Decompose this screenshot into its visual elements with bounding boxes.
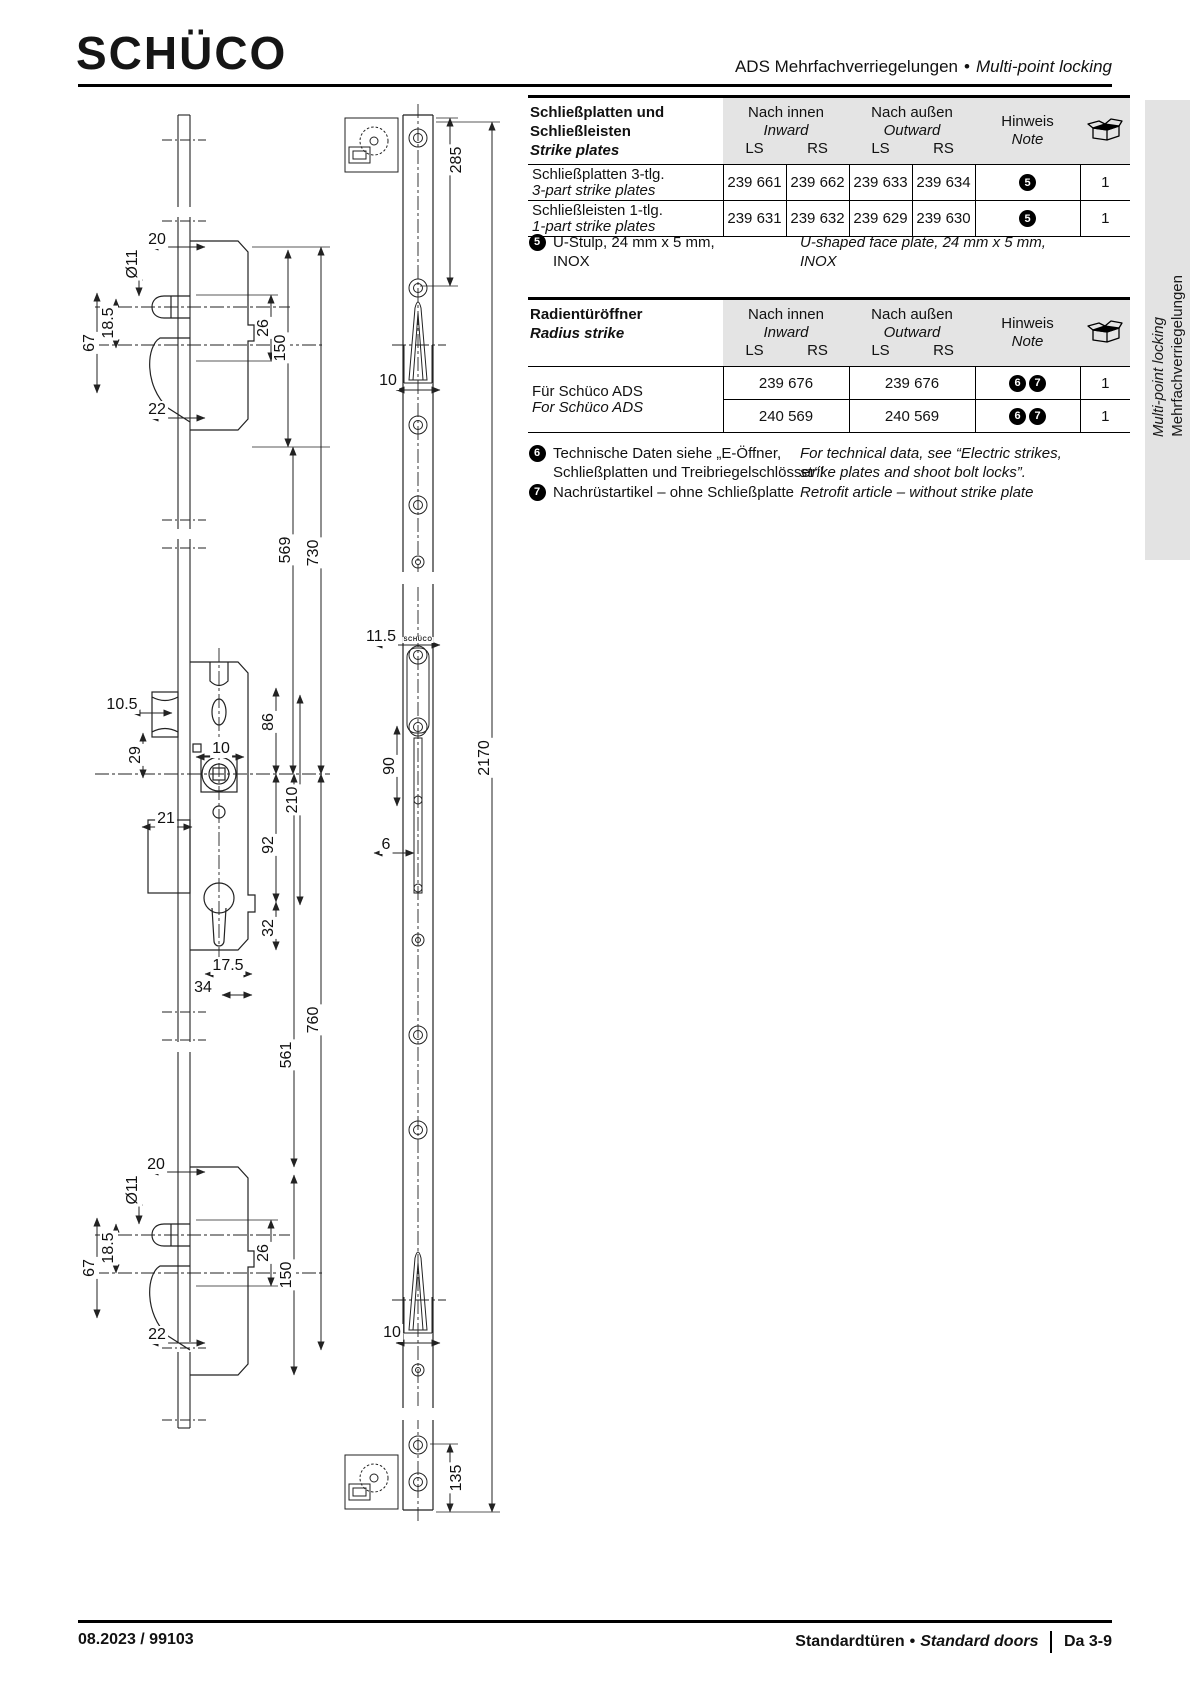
packaging-qty: 1 [1080,165,1130,201]
table1-title: Schließplatten und Schließleisten Strike plates [528,97,723,165]
lock-face-plate [178,115,190,1428]
col-group-inward: Nach innen Inward [723,299,849,343]
dimension-label: 22 [148,1326,166,1343]
dimension-label: 285 [448,146,465,174]
dimension-label: 22 [148,401,166,418]
subcol-ls: LS [723,342,786,367]
footer-section-en: Standard doors [920,1633,1039,1650]
note-badge: 6 [529,445,546,462]
page-title-en: Multi-point locking [975,57,1112,76]
table2-title: Radientüröffner Radius strike [528,299,723,367]
part-number: 240 569 [723,400,849,433]
col-group-outward: Nach außen Outward [849,299,975,343]
plate-screw-axes [162,140,206,1420]
part-number: 240 569 [849,400,975,433]
dimension-label: 67 [81,334,98,352]
dimension-label: 6 [381,836,391,853]
part-number: 239 676 [723,367,849,400]
dimension-label: 2170 [476,740,493,776]
part-number: 239 634 [912,165,975,201]
radius-strike-table [528,297,1130,433]
dimension-label: 32 [260,919,277,937]
dimension-label: 210 [284,786,301,814]
dimension-label: 26 [255,1244,272,1262]
gear-detail-box-bottom [345,1455,398,1509]
dimension-label: 150 [278,1261,295,1289]
dimension-label: 569 [277,536,294,564]
packaging-qty: 1 [1080,367,1130,400]
part-number: 239 633 [849,165,912,201]
subcol-ls: LS [849,140,912,165]
dimension-label: 760 [305,1006,322,1034]
footer-page-number: Da 3-9 [1063,1633,1112,1650]
col-note-header: Hinweis Note [975,299,1080,367]
note-badge: 5 [1019,210,1036,227]
extension-lines [196,118,500,1512]
note-badge: 5 [529,234,546,251]
subcol-ls: LS [849,342,912,367]
part-number: 239 629 [849,201,912,237]
note-badge: 7 [529,484,546,501]
plate-breaks [174,207,194,1352]
dimension-label: 29 [127,746,144,764]
gear-detail-box-top [345,118,398,172]
dimension-label: 20 [147,1156,165,1173]
dimension-label: 21 [157,810,175,827]
subcol-rs: RS [912,140,975,165]
dimension-label: 10.5 [106,696,138,713]
catalog-page: SCHÜCO ADS Mehrfachverriegelungen • Multi-point locking Multi-point locking Mehrfachverriegelungen 20 Ø11 18.5 67 26 150 22 569 730 10.5 29 10 21 86 210 92 32 17.5 34 760 561 20 Ø11 18.5 67 26 150 22 285 10 11.5 90 6 2170 10 135 SCHÜCO Schließplatten und Schließleisten Strike plates Nach innen Inward Nach außen Outward Hinweis Note LS RS LS RS Schließplatten 3-tlg. 3-part strike plates 239 661 239 662 239 633 239 634 5 1 Schließleisten 1-tlg. 1-part strike plates 239 631 239 632 239 629 239 630 5 1 5 U-Stulp, 24 mm x 5 mm, INOX U-shaped face plate, 24 mm x 5 mm, INOX Radientüröffner Radius strike Nach innen Inward Nach außen Outward Hinweis Note LS RS LS RS Für Schüco ADS For Schüco ADS 239 676 239 676 6 7 1 240 569 240 569 6 7 1 6 Technische Daten siehe „E-Öffner, Schließplatten und Treibriegelschlösser“! For technical data, see “Electric strikes, strike plates and shoot bolt locks”. 7 Nachrüstartikel – ohne Schließplatte Retrofit article – without strike plate 08.2023 / 99103 Standardtüren • Standard doors Da 3-9 [0,0,1190,1683]
dimension-label: 86 [260,713,277,731]
dimension-label: 26 [255,319,272,337]
row-label: Für Schüco ADS For Schüco ADS [528,367,723,433]
dimension-label: 11.5 [366,628,396,645]
part-number: 239 662 [786,165,849,201]
note-badge: 5 [1019,174,1036,191]
dimension-label: 34 [194,979,212,996]
page-title-de: ADS Mehrfachverriegelungen [734,57,958,76]
part-number: 239 676 [849,367,975,400]
dimension-label: 10 [383,1324,401,1341]
packaging-unit-column [1080,299,1130,367]
dimension-label: 90 [381,757,398,775]
note-badge: 6 [1009,408,1026,425]
footer-section-de: Standardtüren [795,1633,905,1650]
dimension-label: 18.5 [100,1232,117,1264]
table-row: Schließleisten 1-tlg. 1-part strike plates 239 631 239 632 239 629 239 630 5 1 [528,201,1130,237]
side-tab-label-de: Mehrfachverriegelungen [1169,275,1186,437]
packaging-qty: 1 [1080,400,1130,433]
dimension-label: 20 [148,231,166,248]
col-group-outward: Nach außen Outward [849,97,975,141]
dimension-label: Ø11 [124,249,141,279]
dimension-label: 561 [278,1041,295,1069]
title-separator: • [963,57,970,76]
packaging-qty: 1 [1080,201,1130,237]
dimension-label: 150 [272,334,289,362]
dimension-label: 730 [305,539,322,567]
subcol-rs: RS [786,342,849,367]
side-tab-label-en: Multi-point locking [1150,316,1167,437]
footer-separator: • [909,1633,916,1650]
table-row [528,367,1130,400]
note-badge: 6 [1009,375,1026,392]
dimension-label: 18.5 [100,307,117,339]
note-badge: 7 [1029,408,1046,425]
dimension-label: 67 [81,1259,98,1277]
dimension-label: 92 [260,836,277,854]
note-badge: 7 [1029,375,1046,392]
subcol-rs: RS [912,342,975,367]
part-number: 239 632 [786,201,849,237]
dimension-label: 17.5 [212,957,244,974]
dimension-label: 10 [379,372,397,389]
package-icon [1087,116,1123,142]
table-row: Schließplatten 3-tlg. 3-part strike plates 239 661 239 662 239 633 239 634 5 1 [528,165,1130,201]
rail-brand-text: SCHÜCO [403,637,433,643]
gear-detail-boxes [345,118,398,1509]
subcol-ls: LS [723,140,786,165]
schueco-logo: SCHÜCO [76,27,288,79]
packaging-unit-column [1080,97,1130,165]
footer-edition: 08.2023 / 99103 [78,1631,194,1648]
col-note-header: Hinweis Note [975,97,1080,165]
dimension-label: 10 [212,740,230,757]
part-number: 239 630 [912,201,975,237]
package-icon [1087,318,1123,344]
dimension-label: 135 [448,1464,465,1492]
subcol-rs: RS [786,140,849,165]
col-group-inward: Nach innen Inward [723,97,849,141]
part-number: 239 661 [723,165,786,201]
part-number: 239 631 [723,201,786,237]
strike-plates-table [528,95,1130,237]
dimension-label: Ø11 [124,1175,141,1205]
